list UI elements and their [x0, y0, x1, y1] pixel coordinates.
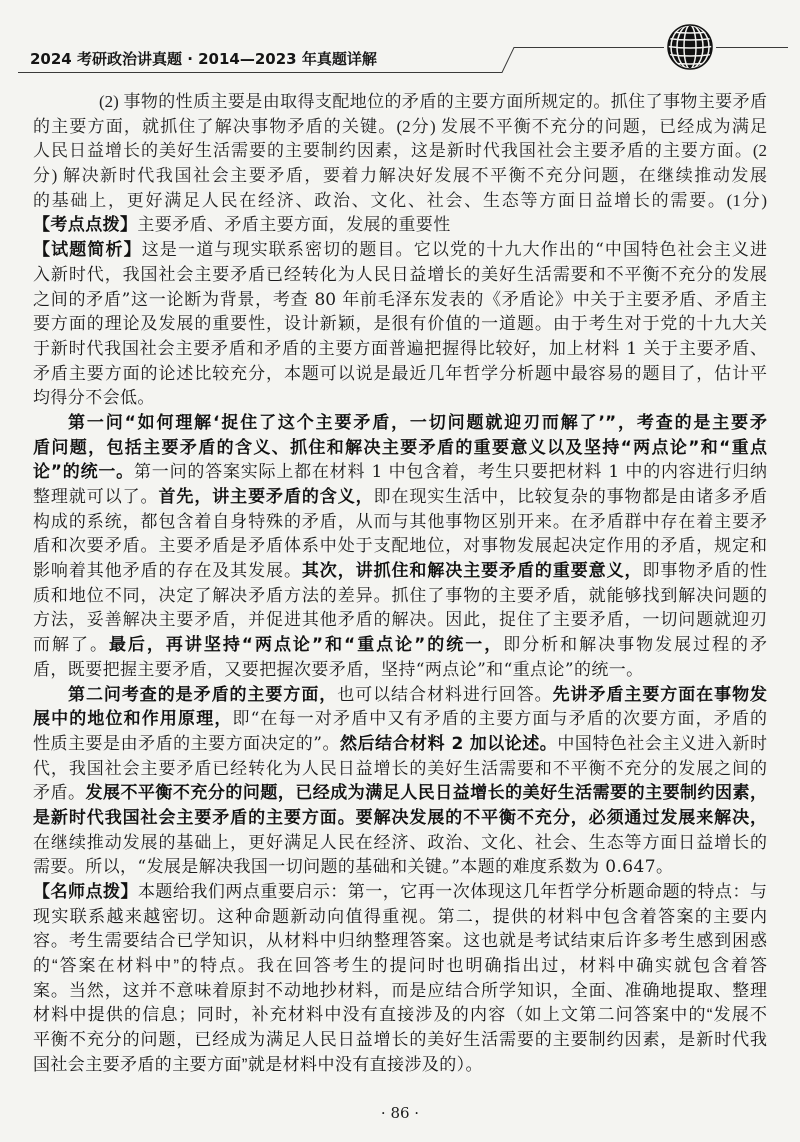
bold-emphasis: 第二问考查的是矛盾的主要方面，	[68, 684, 338, 705]
analysis-line: 入新时代，我国社会主要矛盾已经转化为人民日益增长的美好生活需要和不平衡不充分的发展	[33, 264, 767, 285]
teacher-tips-line: 国社会主要矛盾的主要方面”就是材料中没有直接涉及的）。	[33, 1054, 483, 1074]
text-segment: 影响着其他矛盾的存在及其发展。	[33, 561, 302, 582]
text-segment: 整理就可以了。	[33, 487, 159, 507]
answer-line: 分) 解决新时代我国社会主要矛盾，要着力解决好发展不平衡不充分问题，在继续推动发展	[33, 166, 767, 186]
q2-line: 需要。所以，“发展是解决我国一切问题的基础和关键。”本题的难度系数为 0.647。	[33, 857, 674, 878]
bold-emphasis: 是新时代我国社会主要矛盾的主要方面。要解决发展的不平衡不充分，必须通过发展来解决，	[33, 807, 767, 828]
answer-line: 的基础上，更好满足人民在经济、政治、文化、社会、生态等方面日益增长的需要。(1分)	[33, 190, 767, 210]
q2-line	[33, 683, 767, 708]
analysis-line: 于新时代我国社会主要矛盾和矛盾的主要方面普遍把握得比较好，加上材料 1 关于主要矛盾、	[33, 338, 767, 359]
key-points-text: 主要矛盾、矛盾主要方面，发展的重要性	[137, 215, 451, 235]
teacher-tips-line: 现实联系越来越密切。这种命题新动向值得重视。第二，提供的材料中包含着答案的主要内	[33, 906, 767, 926]
text-segment: 而解了。	[33, 635, 109, 656]
text-segment: 性质主要是由矛盾的主要方面决定的”。	[33, 733, 340, 754]
teacher-tips-line: 平衡不充分的问题，已经成为满足人民日益增长的美好生活需要的主要制约因素，是新时代我	[33, 1030, 767, 1050]
q1-line: 构成的系统，都包含着自身特殊的矛盾，从而与其他事物区别开来。在矛盾群中存在着主要矛	[33, 511, 767, 532]
q2-line	[33, 732, 767, 757]
text-segment: 这是一道与现实联系密切的题目。它以党的十九大作出的“中国特色社会主义进	[141, 240, 767, 261]
analysis-line: 均得分不会低。	[33, 388, 155, 409]
teacher-tips-line: 材料中提供的信息；同时，补充材料中没有直接涉及的内容（如上文第二问答案中的“发展不	[33, 1005, 767, 1025]
q1-line	[33, 460, 767, 485]
q1-line: 质和地位不同，决定了解决矛盾方法的差异。抓住了事物的主要矛盾，就能够找到解决问题的	[33, 585, 767, 606]
bold-emphasis: 第一问“如何理解‘捉住了这个主要矛盾，一切问题就迎刃而解了’”，考查的是主要矛	[68, 412, 767, 433]
analysis-line: 要方面的理论及发展的重要性，设计新颖，是很有价值的一道题。由于考生对于党的十九大关	[33, 314, 767, 335]
text-segment: 即分析和解决事物发展过程的矛	[503, 635, 767, 656]
q1-line	[33, 559, 767, 584]
text-segment: 即在现实生活中，比较复杂的事物都是由诸多矛盾	[373, 487, 767, 507]
running-header-title: 2024 考研政治讲真题 · 2014—2023 年真题详解	[30, 50, 377, 68]
page-body	[33, 90, 767, 1078]
teacher-tips-line: 案。当然，这并不意味着原封不动地抄材料，而是应结合所学知识，全面、准确地提取、整理	[33, 980, 767, 1000]
q1-line	[33, 485, 767, 510]
q1-line: 方法，妥善解决主要矛盾，并促进其他矛盾的解决。因此，捉住了主要矛盾，一切问题就迎刃	[33, 610, 767, 631]
q1-line: 盾，既要把握主要矛盾，又要把握次要矛盾，坚持“两点论”和“重点论”的统一。	[33, 659, 644, 680]
globe-icon	[665, 22, 715, 72]
bold-emphasis: 论”的统一。	[33, 462, 134, 483]
teacher-tips-line	[33, 880, 767, 905]
text-segment: 即事物矛盾的性	[642, 561, 767, 582]
bold-emphasis: 然后结合材料 2 加以论述。	[339, 733, 558, 754]
page-number: · 86 ·	[380, 1104, 420, 1122]
bold-emphasis: 首先，讲主要矛盾的含义，	[158, 487, 374, 507]
key-points-label: 【考点点拨】	[33, 215, 138, 236]
q1-line	[33, 633, 767, 658]
bold-emphasis: 发展不平衡不充分的问题，已经成为满足人民日益增长的美好生活需要的主要制约因素，	[85, 783, 767, 804]
text-segment: 本题给我们两点重要启示：第一，它再一次体现这几年哲学分析题命题的特点：与	[137, 882, 767, 901]
answer-line: 的主要方面，就抓住了解决事物矛盾的关键。(2分) 发展不平衡不充分的问题，已经成为满足	[33, 116, 767, 136]
q2-line: 在继续推动发展的基础上，更好满足人民在经济、政治、文化、社会、生态等方面日益增长的	[33, 832, 767, 853]
analysis-line: 矛盾主要方面的论述比较充分，本题可以说是最近几年哲学分析题中最容易的题目了，估计平	[33, 363, 767, 384]
q2-line	[33, 707, 767, 732]
bold-emphasis: 其次，讲抓住和解决主要矛盾的重要意义，	[301, 561, 643, 582]
answer-line: 人民日益增长的美好生活需要的主要制约因素，这是新时代我国社会主要矛盾的主要方面。(2	[33, 141, 767, 161]
key-points-line	[33, 213, 767, 238]
bold-emphasis: 展中的地位和作用原理，	[33, 709, 233, 730]
teacher-tips-label: 【名师点拨】	[33, 882, 138, 902]
text-segment: 矛盾。	[33, 783, 86, 804]
text-segment: 即“在每一对矛盾中又有矛盾的主要方面与矛盾的次要方面，矛盾的	[232, 709, 767, 730]
q2-line: 代，我国社会主要矛盾已经转化为人民日益增长的美好生活需要和不平衡不充分的发展之间的	[33, 758, 767, 779]
bold-emphasis: 最后，再讲坚持“两点论”和“重点论”的统一，	[108, 635, 504, 656]
analysis-line: 之间的矛盾”这一论断为背景，考查 80 年前毛泽东发表的《矛盾论》中关于主要矛盾、矛盾主	[33, 289, 767, 310]
q1-line	[33, 411, 767, 436]
q2-line	[33, 781, 767, 806]
text-segment: 也可以结合材料进行回答。	[337, 684, 553, 705]
teacher-tips-line: 的“答案在材料中”的特点。我在回答考生的提问时也明确指出过，材料中确实就包含着答	[33, 956, 767, 976]
q2-line	[33, 806, 767, 831]
bold-emphasis: 盾问题，包括主要矛盾的含义、抓住和解决主要矛盾的重要意义以及坚持“两点论”和“重点	[33, 437, 767, 458]
bold-emphasis: 先讲矛盾主要方面在事物发	[552, 684, 767, 705]
text-segment: 第一问的答案实际上都在材料 1 中包含着，考生只要把材料 1 中的内容进行归纳	[133, 462, 767, 483]
text-segment: 中国特色社会主义进入新时	[557, 733, 767, 754]
analysis-line	[33, 238, 767, 263]
teacher-tips-line: 容。考生需要结合已学知识，从材料中归纳整理答案。这也就是考试结束后许多考生感到困惑	[33, 931, 767, 951]
analysis-label: 【试题简析】	[33, 240, 142, 261]
q1-line: 盾和次要矛盾。主要矛盾是矛盾体系中处于支配地位，对事物发展起决定作用的矛盾，规定和	[33, 536, 767, 557]
answer-line: (2) 事物的性质主要是由取得支配地位的矛盾的主要方面所规定的。抓住了事物主要矛盾	[99, 92, 767, 111]
q1-line	[33, 436, 767, 461]
